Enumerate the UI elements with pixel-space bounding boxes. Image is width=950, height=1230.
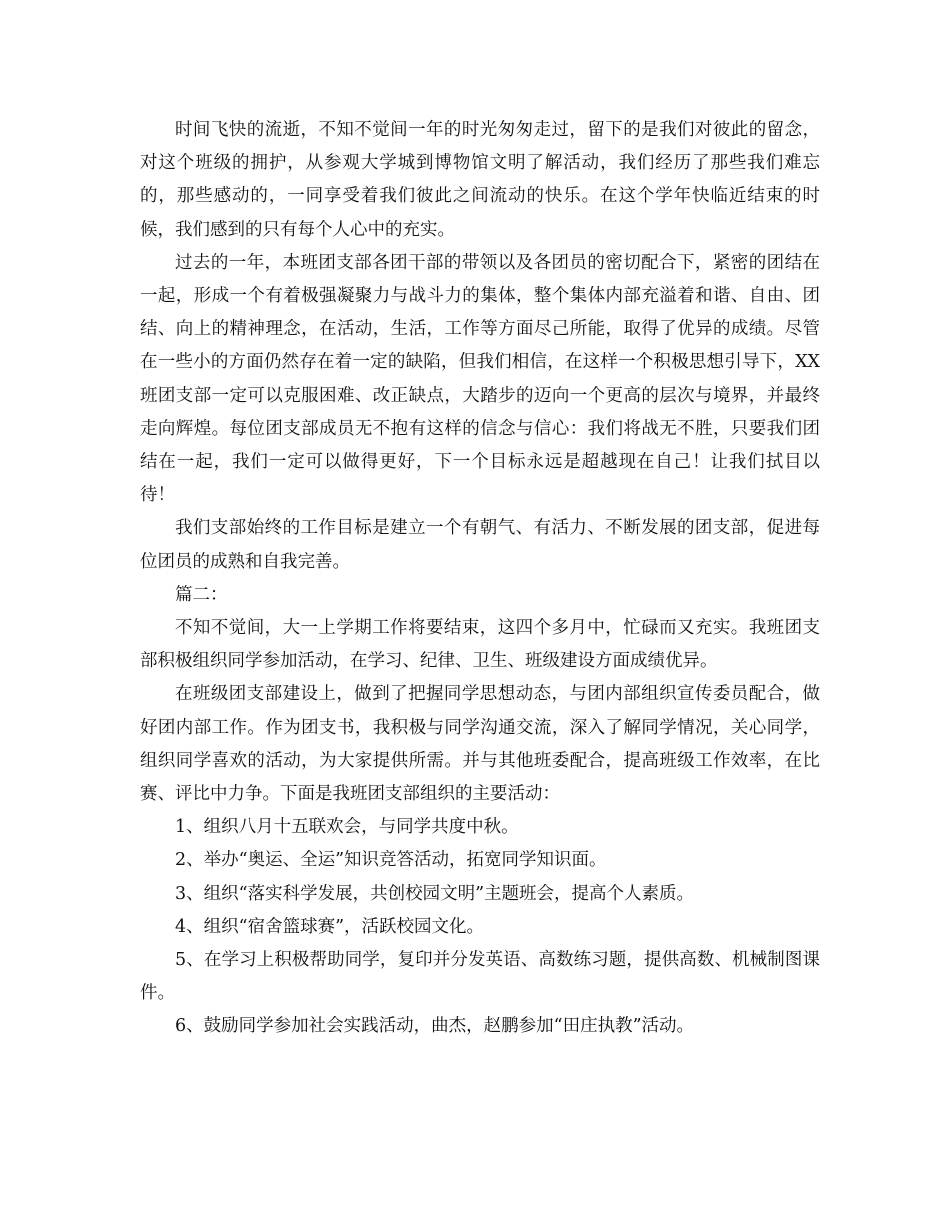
list-item-activity-3: 3、组织“落实科学发展，共创校园文明”主题班会，提高个人素质。 [175, 883, 695, 904]
list-item-activity-6: 6、鼓励同学参加社会实践活动，曲杰，赵鹏参加“田庄执教”活动。 [175, 1016, 695, 1037]
list-item-activity-4: 4、组织“宿舍篮球赛”，活跃校园文化。 [175, 916, 485, 937]
list-item-activity-5: 5、在学习上积极帮助同学，复印并分发英语、高数练习题，提供高数、机械制图课件。 [140, 950, 820, 1004]
paragraph-semester-summary: 不知不觉间，大一上学期工作将要结束，这四个多月中，忙碌而又充实。我班团支部积极组织同学参加活动，在学习、纪律、卫生、班级建设方面成绩优异。 [140, 618, 820, 672]
paragraph-branch-building: 在班级团支部建设上，做到了把握同学思想动态，与团内部组织宣传委员配合，做好团内部工作。作为团支书，我积极与同学沟通交流，深入了解同学情况，关心同学，组织同学喜欢的活动，为大家提供所需。并与其他班委配合，提高班级工作效率，在比赛、评比中力争。下面是我班团支部组织的主要活动： [140, 684, 820, 805]
section-heading-part-two: 篇二： [175, 584, 228, 605]
list-item-activity-2: 2、举办“奥运、全运”知识竞答活动，拓宽同学知识面。 [175, 850, 607, 871]
paragraph-past-year: 过去的一年，本班团支部各团干部的带领以及各团员的密切配合下，紧密的团结在一起，形成一个有着极强凝聚力与战斗力的集体，整个集体内部充溢着和谐、自由、团结、向上的精神理念，在活动，生活，工作等方面尽己所能，取得了优异的成绩。尽管在一些小的方面仍然存在着一定的缺陷，但我们相信，在这样一个积极思想引导下，XX班团支部一定可以克服困难、改正缺点，大踏步的迈向一个更高的层次与境界，并最终走向辉煌。每位团支部成员无不抱有这样的信念与信心：我们将战无不胜，只要我们团结在一起，我们一定可以做得更好，下一个目标永远是超越现在自己！让我们拭目以待！ [140, 252, 820, 506]
list-item-activity-1: 1、组织八月十五联欢会，与同学共度中秋。 [175, 817, 519, 838]
paragraph-intro: 时间飞快的流逝，不知不觉间一年的时光匆匆走过，留下的是我们对彼此的留念，对这个班级的拥护，从参观大学城到博物馆文明了解活动，我们经历了那些我们难忘的，那些感动的，一同享受着我们彼此之间流动的快乐。在这个学年快临近结束的时候，我们感到的只有每个人心中的充实。 [140, 120, 820, 240]
document-body [140, 114, 820, 1044]
paragraph-work-goal: 我们支部始终的工作目标是建立一个有朝气、有活力、不断发展的团支部，促进每位团员的成熟和自我完善。 [140, 518, 820, 572]
